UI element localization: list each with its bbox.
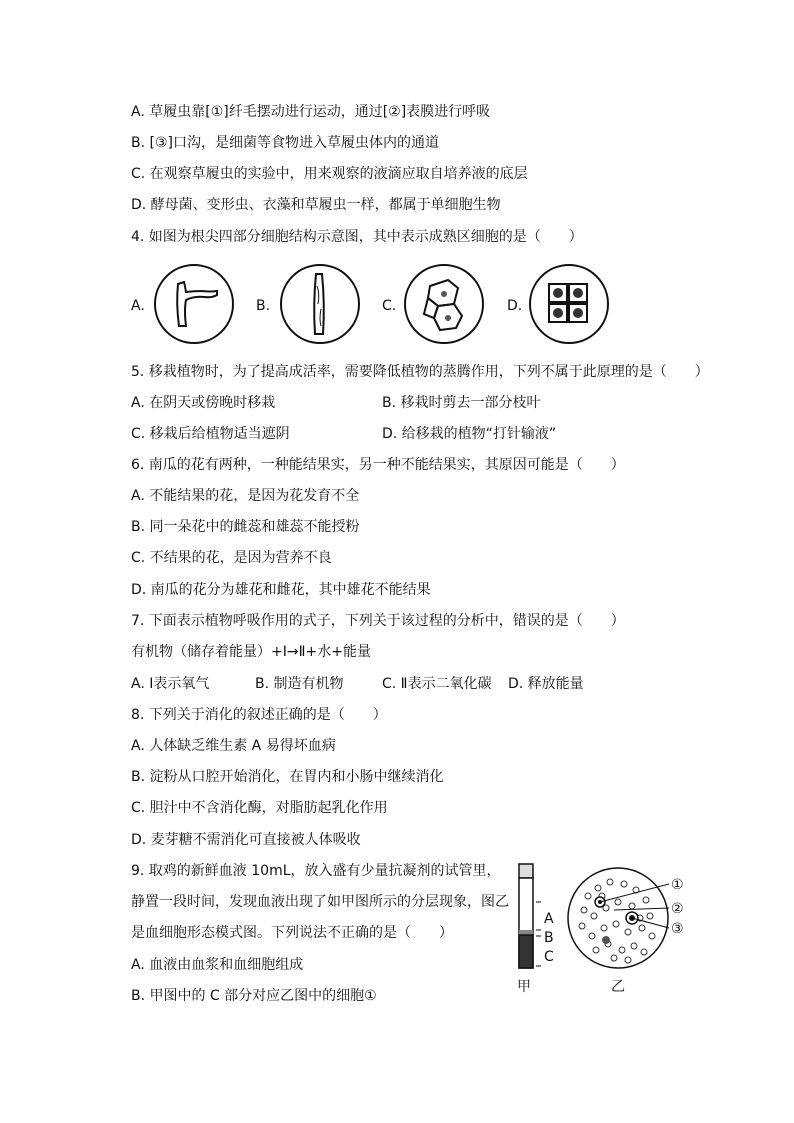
q9-stem-line-1: 9. 取鸡的新鲜血液 10mL，放入盛有少量抗凝剂的试管里， [131, 863, 501, 879]
q8-option-a: A. 人体缺乏维生素 A 易得坏血病 [131, 738, 336, 754]
q6-option-a: A. 不能结果的花，是因为花发育不全 [131, 488, 360, 504]
q5-stem: 5. 移栽植物时，为了提高成活率，需要降低植物的蒸腾作用，下列不属于此原理的是（ ） [131, 364, 709, 380]
q7-option-a: A. Ⅰ表示氧气 [131, 676, 210, 692]
circle-label-3: ③ [671, 921, 684, 937]
q4-label-a: A. [131, 298, 145, 314]
q4-label-b: B. [256, 298, 271, 314]
q5-option-d: D. 给移栽的植物“打针输液” [382, 426, 557, 442]
meristem-cells-figure [529, 264, 609, 344]
q5-option-a: A. 在阴天或傍晚时移栽 [131, 395, 276, 411]
q9-stem-line-3: 是血细胞形态模式图。下列说法不正确的是（ ） [131, 925, 453, 941]
q6-option-d: D. 南瓜的花分为雄花和雌花，其中雄花不能结果 [131, 582, 431, 598]
q7-option-c: C. Ⅱ表示二氧化碳 [382, 676, 492, 692]
q4-label-c: C. [382, 298, 397, 314]
blood-cells-figure [566, 866, 676, 976]
q7-stem: 7. 下面表示植物呼吸作用的式子，下列关于该过程的分析中，错误的是（ ） [131, 613, 625, 629]
q3-option-c: C. 在观察草履虫的实验中，用来观察的液滴应取自培养液的底层 [131, 166, 528, 182]
q9-option-b: B. 甲图中的 C 部分对应乙图中的细胞① [131, 988, 377, 1004]
q8-option-c: C. 胆汁中不含消化酶，对脂肪起乳化作用 [131, 800, 388, 816]
q8-stem: 8. 下列关于消化的叙述正确的是（ ） [131, 707, 387, 723]
test-tube-figure [514, 862, 544, 972]
q3-option-b: B. [③]口沟，是细菌等食物进入草履虫体内的通道 [131, 135, 439, 151]
tube-label-a: A [544, 911, 554, 927]
q7-formula: 有机物（储存着能量）+Ⅰ→Ⅱ+水+能量 [131, 644, 371, 660]
q4-label-d: D. [507, 298, 523, 314]
q4-stem: 4. 如图为根尖四部分细胞结构示意图，其中表示成熟区细胞的是（ ） [131, 229, 583, 245]
circle-label-2: ② [671, 901, 684, 917]
tube-label-b: B [544, 930, 554, 946]
q8-option-b: B. 淀粉从口腔开始消化，在胃内和小肠中继续消化 [131, 769, 444, 785]
q6-option-b: B. 同一朵花中的雌蕊和雄蕊不能授粉 [131, 519, 360, 535]
circle-label-1: ① [671, 877, 684, 893]
q6-option-c: C. 不结果的花，是因为营养不良 [131, 550, 332, 566]
q6-stem: 6. 南瓜的花有两种，一种能结果实，另一种不能结果实，其原因可能是（ ） [131, 457, 625, 473]
fig-caption-yi: 乙 [611, 979, 625, 995]
tube-label-c: C [544, 949, 554, 965]
q7-option-d: D. 释放能量 [508, 676, 584, 692]
q3-option-a: A. 草履虫靠[①]纤毛摆动进行运动，通过[②]表膜进行呼吸 [131, 104, 491, 120]
elongated-cell-figure [280, 264, 360, 344]
q9-option-a: A. 血液由血浆和血细胞组成 [131, 957, 304, 973]
q8-option-d: D. 麦芽糖不需消化可直接被人体吸收 [131, 832, 361, 848]
fig-caption-jia: 甲 [517, 979, 531, 995]
mature-cells-figure [404, 264, 484, 344]
q7-option-b: B. 制造有机物 [255, 676, 344, 692]
q3-option-d: D. 酵母菌、变形虫、衣藻和草履虫一样，都属于单细胞生物 [131, 197, 501, 213]
q5-option-c: C. 移栽后给植物适当遮阴 [131, 426, 290, 442]
root-hair-cell-figure [154, 264, 234, 344]
q5-option-b: B. 移栽时剪去一部分枝叶 [382, 395, 541, 411]
q9-stem-line-2: 静置一段时间，发现血液出现了如甲图所示的分层现象，图乙 [131, 894, 509, 910]
